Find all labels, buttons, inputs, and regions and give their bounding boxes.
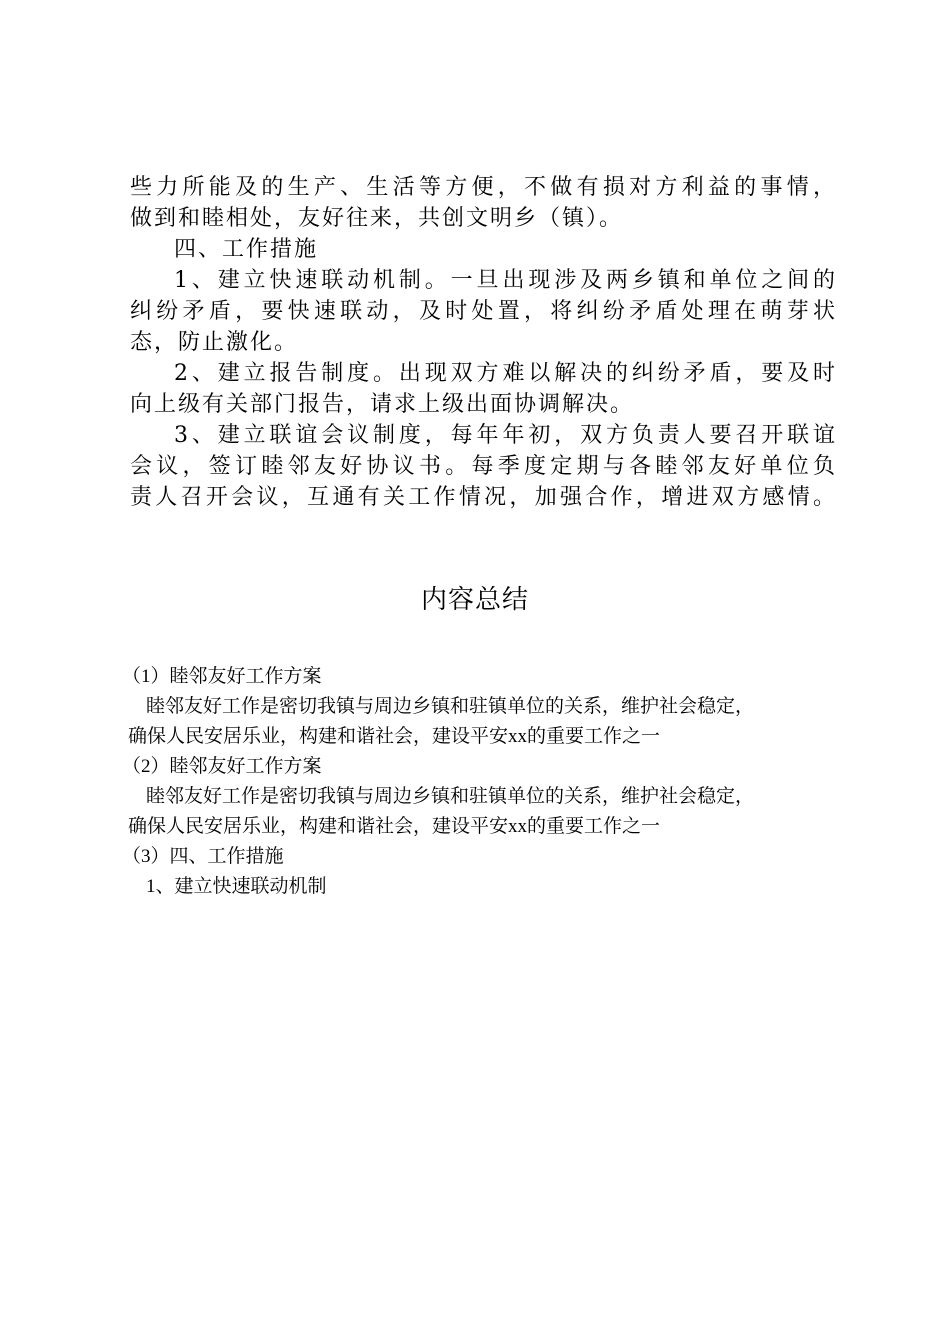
body-text [130,172,835,513]
body-line: 些力所能及的生产、生活等方便，不做有损对方利益的事情， [130,175,835,200]
body-line: 责人召开会议，互通有关工作情况，加强合作，增进双方感情。 [130,485,835,510]
body-line: 会议，签订睦邻友好协议书。每季度定期与各睦邻友好单位负 [130,454,835,479]
body-line: 2、建立报告制度。出现双方难以解决的纠纷矛盾，要及时 [174,361,835,386]
summary-item-text: 睦邻友好工作是密切我镇与周边乡镇和驻镇单位的关系，维护社会稳定， [146,786,755,807]
body-line: 纠纷矛盾，要快速联动，及时处置，将纠纷矛盾处理在萌芽状 [130,299,835,324]
summary-item-text: 睦邻友好工作是密切我镇与周边乡镇和驻镇单位的关系，维护社会稳定， [146,696,755,717]
body-line: 向上级有关部门报告，请求上级出面协调解决。 [130,392,635,417]
summary-item-heading: （3）四、工作措施 [122,846,284,867]
summary-item-heading: （2）睦邻友好工作方案 [122,756,322,777]
body-line: 做到和睦相处，友好往来，共创文明乡（镇）。 [130,206,624,231]
summary-item-heading: （1）睦邻友好工作方案 [122,666,322,687]
summary-item-text: 确保人民安居乐业，构建和谐社会，建设平安xx的重要工作之一 [128,816,661,837]
body-line: 态，防止激化。 [130,330,299,355]
summary-title: 内容总结 [420,585,529,615]
section-heading: 四、工作措施 [174,237,319,262]
summary-item-text: 确保人民安居乐业，构建和谐社会，建设平安xx的重要工作之一 [128,726,661,747]
summary-section [122,662,822,902]
body-line: 1、建立快速联动机制。一旦出现涉及两乡镇和单位之间的 [174,268,835,293]
body-line: 3、建立联谊会议制度，每年年初，双方负责人要召开联谊 [174,423,835,448]
summary-item-text: 1、建立快速联动机制 [146,876,327,897]
